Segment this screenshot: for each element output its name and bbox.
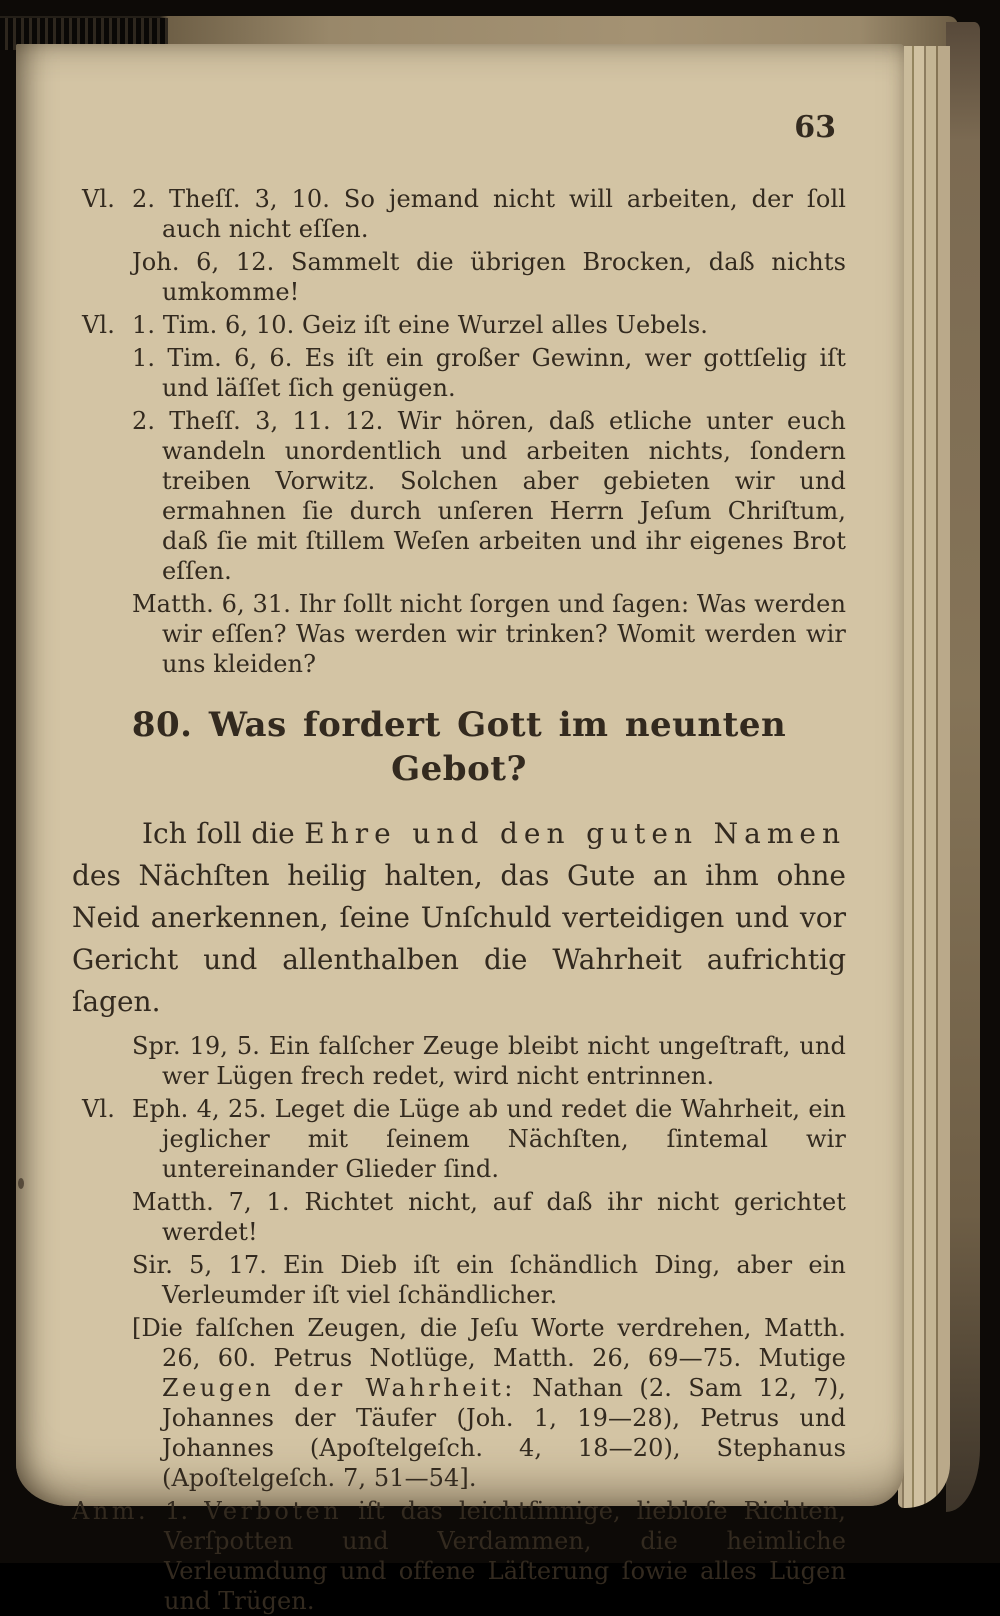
catechism-answer [72,813,846,1023]
page-content [16,44,904,1615]
bracket-text-emphasized: Zeugen der Wahrheit: [162,1374,516,1402]
citation-block [132,406,846,586]
margin-marker: Vl. [82,1095,115,1123]
answer-text-emphasized: Ehre und den guten Namen [304,817,846,850]
citation-text: 1. Tim. 6, 6. Es iſt ein großer Gewinn, wer gottſelig iſt und läſſet ſich genügen. [132,344,846,402]
citation-block [132,343,846,403]
annotation-block [72,1496,846,1616]
bracket-text-start: [Die falſchen Zeugen, die Jeſu Worte verdrehen, Matth. 26, 60. Petrus Notlüge, Matth. 26, 69—75. Mutige [132,1314,846,1372]
annotation-marker: Anm. [72,1497,150,1525]
margin-marker: Vl. [82,185,115,213]
answer-text-rest: des Nächſten heilig halten, das Gute an ihm ohne Neid anerkennen, ſeine Unſchuld verteidigen und vor Gericht und allenthalben die Wahrheit aufrichtig ſagen. [72,859,846,1018]
book-page [16,44,904,1615]
citation-block [82,1094,846,1184]
page-stack-edges [898,46,950,1508]
citation-block [132,589,846,679]
citation-block [132,1250,846,1310]
citation-block [82,184,846,244]
citation-text: Matth. 7, 1. Richtet nicht, auf daß ihr nicht gerichtet werdet! [132,1188,846,1246]
citation-text: Eph. 4, 25. Leget die Lüge ab und redet die Wahrheit, ein jeglicher mit ſeinem Nächſten, ſintemal wir untereinander Glieder ſind. [132,1095,846,1183]
book-cover-edge [946,22,980,1512]
citation-text: 2. Theſſ. 3, 10. So jemand nicht will arbeiten, der ſoll auch nicht eſſen. [132,185,846,243]
bracket-text-rest: Nathan (2. Sam 12, 7), Johannes der Täufer (Joh. 1, 19—28), Petrus und Johannes (Apoſtelgeſch. 4, 18—20), Stephanus (Apoſtelgeſch. 7, 51—54]. [162,1374,846,1492]
annotation-number: 1. [165,1497,189,1525]
page-number: 63 [794,110,836,145]
margin-marker: Vl. [82,311,115,339]
citation-block [132,1187,846,1247]
annotation-text: iſt das leichtſinnige, liebloſe Richten, Verſpotten und Verdammen, die heimliche Verleumdung und offene Läſterung ſowie alles Lügen und Trügen. [164,1497,846,1615]
citation-text: Spr. 19, 5. Ein falſcher Zeuge bleibt nicht ungeſtraft, und wer Lügen frech redet, wird nicht entrinnen. [132,1032,846,1090]
annotation-emphasized: Verboten [204,1497,343,1525]
citation-text: Matth. 6, 31. Ihr ſollt nicht ſorgen und ſagen: Was werden wir eſſen? Was werden wir trinken? Womit werden wir uns kleiden? [132,590,846,678]
citation-text: 2. Theſſ. 3, 11. 12. Wir hören, daß etliche unter euch wandeln unordentlich und arbeiten nichts, ſondern treiben Vorwitz. Solchen aber gebieten wir und ermahnen ſie durch unſeren Herrn Jeſum Chriſtum, daß ſie mit ſtillem Weſen arbeiten und ihr eigenes Brot eſſen. [132,407,846,585]
citation-block [132,1031,846,1091]
answer-text-start: Ich ſoll die [142,817,305,850]
bracket-note [132,1313,846,1493]
citation-block [82,310,846,340]
citation-text: Sir. 5, 17. Ein Dieb iſt ein ſchändlich Ding, aber ein Verleumder iſt viel ſchändlicher. [132,1251,846,1309]
citation-text: Joh. 6, 12. Sammelt die übrigen Brocken, daß nichts umkomme! [132,248,846,306]
citation-text: 1. Tim. 6, 10. Geiz iſt eine Wurzel alles Uebels. [132,311,708,339]
citation-block [132,247,846,307]
question-heading: 80. Was fordert Gott im neunten Gebot? [131,705,787,789]
